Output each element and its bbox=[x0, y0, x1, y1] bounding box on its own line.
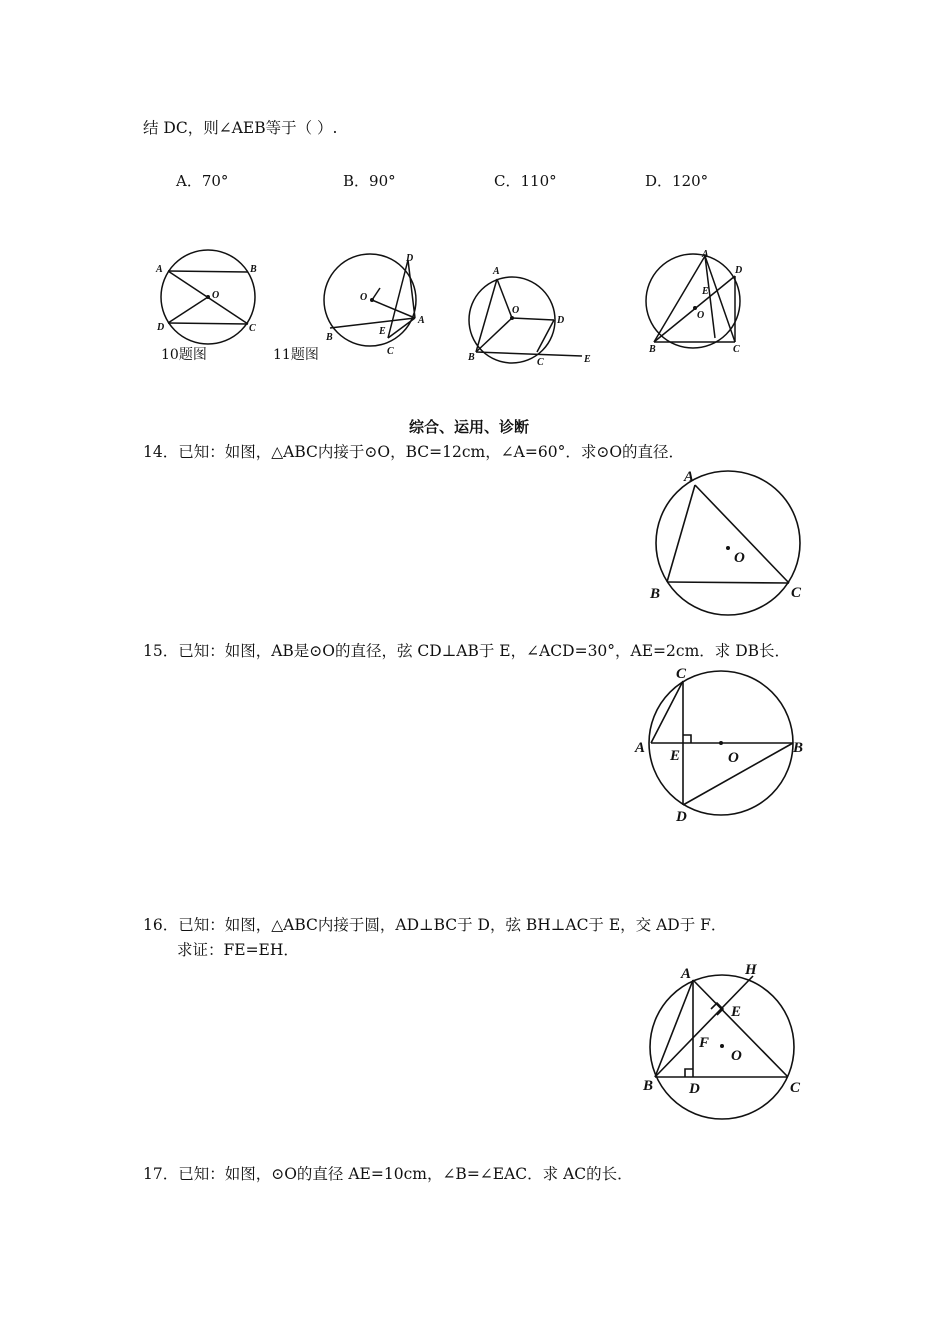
question-13-continuation: 结 DC，则∠AEB等于（ ）. bbox=[143, 119, 338, 137]
svg-text:E: E bbox=[379, 326, 386, 337]
svg-text:O: O bbox=[728, 750, 739, 766]
question-15: 15．已知：如图，AB是⊙O的直径，弦 CD⊥AB于 E，∠ACD=30°，AE=2cm．求 DB长． bbox=[143, 642, 791, 660]
svg-text:A: A bbox=[635, 740, 646, 756]
choice-d: D．120° bbox=[645, 172, 709, 190]
figure-13 bbox=[640, 248, 760, 358]
svg-text:D: D bbox=[557, 315, 565, 326]
svg-text:C: C bbox=[790, 1080, 801, 1096]
svg-text:C: C bbox=[537, 357, 544, 368]
svg-text:A: A bbox=[681, 966, 692, 982]
svg-text:A: A bbox=[493, 266, 500, 277]
svg-text:A: A bbox=[418, 315, 425, 326]
svg-text:O: O bbox=[697, 310, 705, 321]
choice-c: C．110° bbox=[494, 172, 557, 190]
svg-text:E: E bbox=[702, 286, 709, 297]
svg-text:B: B bbox=[250, 264, 257, 275]
figure-11 bbox=[320, 250, 440, 360]
svg-text:D: D bbox=[157, 322, 165, 333]
svg-text:D: D bbox=[676, 809, 687, 825]
svg-text:B: B bbox=[649, 344, 656, 355]
section-title: 综合、运用、诊断 bbox=[409, 418, 530, 436]
figure-11-caption: 11题图 bbox=[273, 347, 319, 363]
svg-text:C: C bbox=[733, 344, 740, 355]
svg-text:C: C bbox=[676, 666, 687, 682]
choice-b: B．90° bbox=[343, 172, 396, 190]
svg-text:O: O bbox=[731, 1048, 742, 1064]
svg-text:B: B bbox=[643, 1078, 654, 1094]
figure-16 bbox=[635, 962, 815, 1122]
question-14: 14．已知：如图，△ABC内接于⊙O，BC=12cm，∠A=60°．求⊙O的直径． bbox=[143, 443, 685, 461]
figure-10 bbox=[150, 250, 270, 350]
choice-a: A．70° bbox=[176, 172, 229, 190]
svg-text:B: B bbox=[468, 352, 475, 363]
svg-text:A: A bbox=[156, 264, 163, 275]
svg-text:D: D bbox=[735, 265, 743, 276]
figure-14 bbox=[642, 465, 822, 615]
svg-text:B: B bbox=[650, 586, 661, 602]
svg-text:A: A bbox=[702, 249, 709, 260]
svg-text:C: C bbox=[791, 585, 802, 601]
svg-text:O: O bbox=[360, 292, 368, 303]
figure-15 bbox=[633, 665, 813, 825]
svg-text:D: D bbox=[406, 253, 414, 264]
svg-text:E: E bbox=[584, 354, 591, 365]
svg-text:H: H bbox=[745, 962, 757, 978]
svg-text:D: D bbox=[689, 1081, 700, 1097]
svg-text:O: O bbox=[512, 305, 520, 316]
svg-text:C: C bbox=[249, 323, 256, 334]
figure-10-caption: 10题图 bbox=[161, 347, 207, 363]
svg-text:O: O bbox=[212, 290, 220, 301]
question-16-line1: 16．已知：如图，△ABC内接于圆，AD⊥BC于 D，弦 BH⊥AC于 E，交 AD于 F． bbox=[143, 916, 727, 934]
svg-text:F: F bbox=[699, 1035, 710, 1051]
svg-text:O: O bbox=[734, 550, 745, 566]
svg-text:A: A bbox=[684, 469, 695, 485]
question-17: 17．已知：如图，⊙O的直径 AE=10cm，∠B=∠EAC．求 AC的长． bbox=[143, 1165, 633, 1183]
svg-text:B: B bbox=[793, 740, 804, 756]
svg-text:E: E bbox=[731, 1004, 742, 1020]
figure-12 bbox=[462, 262, 602, 372]
svg-text:B: B bbox=[326, 332, 333, 343]
svg-text:C: C bbox=[387, 346, 394, 357]
svg-text:E: E bbox=[670, 748, 681, 764]
question-16-line2: 求证：FE=EH． bbox=[177, 941, 299, 959]
